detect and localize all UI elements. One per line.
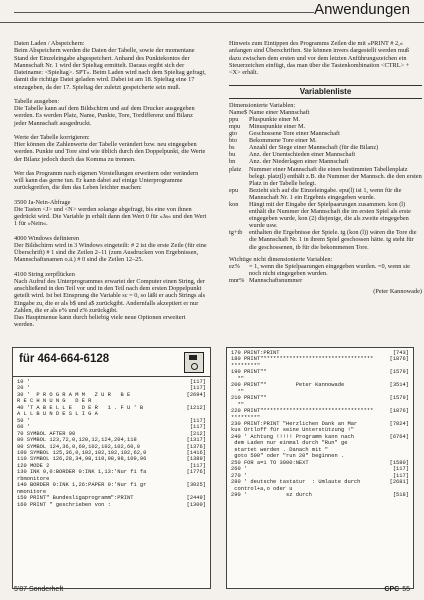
- code-text: 50 ': [17, 417, 30, 424]
- listing-code-2: [227, 348, 413, 500]
- checksum: [117]: [189, 417, 206, 424]
- checksum: [2449]: [186, 495, 206, 502]
- code-text: 180 PRINT"**********************************: [231, 356, 374, 363]
- code-text: ********": [231, 362, 261, 369]
- dim-heading: Dimensionierte Variablen:: [229, 101, 296, 109]
- variable-desc: Anz. der Niederlagen einer Mannschaft: [249, 158, 349, 166]
- left-column: [14, 40, 207, 336]
- program-listing-1: [12, 347, 211, 589]
- variable-name: tg+tb: [229, 229, 243, 237]
- variable-row: [229, 137, 422, 144]
- variablenliste-heading: Variablenliste: [229, 85, 422, 98]
- variable-row: [229, 144, 422, 151]
- para-4000: Der Bildschirm wird in 3 Windows eingeteilt: # 2 ist die erste Zeile (für eine Überschrift) # 1 sind die Zeilen 2–11 (zum Ausdrucken von Ergebnissen, Mannschaftsnamen o.ä.) # 0 sind die Zeilen 12–25.: [14, 241, 207, 264]
- code-text: control+a,o oder u: [231, 485, 293, 492]
- code-text: 10 ': [17, 379, 30, 385]
- variable-row: [229, 229, 422, 250]
- code-text: *": [231, 388, 244, 395]
- checksum: [117]: [189, 385, 206, 392]
- variable-row: [229, 263, 422, 277]
- checksum: [1376]: [186, 443, 206, 450]
- code-text: 260 ': [231, 466, 248, 473]
- code-text: 30 ' P R O G R A M M Z U R B E: [17, 391, 131, 398]
- heading-4100: 4100 String zerpflücken: [14, 270, 75, 278]
- code-text: 190 PRINT"*: [231, 369, 267, 376]
- variable-row: [229, 201, 422, 229]
- footer-issue: 5'87 Sonderheft: [14, 586, 64, 593]
- code-text: 160 PRINT " geschrieben von :: [17, 501, 111, 508]
- variable-desc: Name einer Mannschaft: [249, 108, 310, 116]
- checksum: [117]: [189, 462, 206, 469]
- heading-3500: 3500 Ja-Nein-Abfrage: [14, 198, 71, 206]
- checksum: [1580]: [389, 459, 409, 466]
- variable-row: [229, 116, 422, 123]
- section-title: Anwendungen: [314, 1, 410, 18]
- code-text: 120 MODE 2: [17, 462, 50, 469]
- code-text: 60 ': [17, 424, 30, 431]
- variable-name: kon: [229, 200, 239, 208]
- para-laden: Beim Abspeichern werden die Daten der Tabelle, sowie der momentane Stand der Einzeleingabe abgespeichert. Anhand des Punktekontos der Mannschaft Nr. 1 wird der Spieltag ermittelt. Daraus ergibt sich der Dateiname: <Spieltag>. SPT«. Beim Laden wird nach dem Spieltag gefragt, damit die richtige Datei geladen wird. Dabei ist am 18. Spieltag eine 17 einzugeben, da der 17. Spieltag der zuletzt gespeicherte sein muß.: [14, 47, 206, 91]
- code-text: 20 ': [17, 385, 30, 392]
- variable-desc: Mannschaftsnummer: [249, 277, 303, 285]
- checksum: [3025]: [186, 482, 206, 489]
- code-text: R E C H N U N G D E R: [17, 398, 92, 405]
- heading-tabelle: Tabelle ausgeben:: [14, 97, 60, 105]
- right-column: [229, 40, 422, 295]
- variable-desc: Bezieht sich auf die Einzeleingabe. epu(l) ist 1, wenn für die Mannschaft Nr. 1 ein Ergebnis eingegeben wurde.: [249, 186, 402, 201]
- listing-banner: [13, 348, 210, 377]
- variable-row: [229, 187, 422, 201]
- code-text: 290 ' sz durch: [231, 491, 312, 498]
- para-erweitern: Wer das Programm nach eigenen Vorstellungen erweitern oder verändern will kann das gerne tun. Er kann dabei auf einige Unterprogramme zurückgreifen, die ihm das Leben leichter machen:: [14, 169, 199, 192]
- variable-row: [229, 130, 422, 137]
- heading-korrigieren: Werte der Tabelle korrigieren:: [14, 133, 90, 141]
- code-text: startet werden . Danach mit ": [231, 446, 329, 453]
- page-header: [0, 0, 424, 23]
- code-text: 240 ' Achtung !!!!! Programm kann nach: [231, 433, 354, 440]
- checksum: [2681]: [389, 479, 409, 486]
- variable-row: [229, 109, 422, 116]
- para-hinweis: Hinweis zum Eintippen des Programms Zeilen die mit »PRINT # 2,« anfangen sind Überschriften. Sie können invers dargestellt werden muß dazu zwischen dem ersten und vor dem letzten Anführungszeichen ein Steuerzeichen einfügt, das man über die Tastenkombination <CTRL> + <X> erhält.: [229, 40, 410, 76]
- variable-desc: = 1, wenn die Spielpaarungen eingegeben wurden. =0, wenn sie noch nicht eingegeben wurden.: [249, 262, 410, 277]
- variable-desc: Geschossene Tore einer Mannschaft: [249, 130, 340, 138]
- checksum: [3514]: [389, 382, 409, 389]
- checksum: [1876]: [389, 408, 409, 415]
- variable-desc: Bekommene Tore einer M.: [249, 137, 317, 145]
- variable-desc: Anz. der Unentschieden einer Mannschaft: [249, 151, 356, 159]
- code-text: 210 PRINT"*: [231, 395, 267, 402]
- checksum: [1776]: [186, 469, 206, 476]
- variable-name: bto: [229, 137, 238, 145]
- code-text: 130 INK 0,0:BORDER 0:INK 1,13:'Nur fi fa: [17, 469, 147, 476]
- dim-var-table: [229, 109, 422, 251]
- variable-name: epu: [229, 186, 239, 194]
- checksum: [212]: [189, 430, 206, 437]
- variable-name: bu: [229, 151, 236, 159]
- code-text: nmonitore: [17, 488, 47, 495]
- checksum: [518]: [392, 491, 409, 498]
- variable-name: bs: [229, 144, 235, 152]
- code-text: 280 ' deutsche tastatur : Umlaute durch: [231, 479, 361, 486]
- code-text: 70 SYMBOL AFTER 90: [17, 430, 76, 437]
- code-text: 270 ': [231, 472, 248, 479]
- checksum: [1317]: [186, 437, 206, 444]
- code-text: goto 500" oder "run 20" beginnen .: [231, 453, 345, 460]
- variable-row: [229, 166, 422, 187]
- checksum: [117]: [189, 379, 206, 385]
- para-hauptmenue: Das Hauptmenue kann durch beliebig viele neue Optionen erweitert werden.: [14, 314, 186, 329]
- variable-desc: Nummer einer Mannschaft die einen bestimmten Tabellenplatz belegt. platz(l) enthält z.B. die Nummer der Mannsch. die den ersten Platz in der Tabelle belegt.: [249, 165, 422, 187]
- code-text: 150 PRINT" Bundesligaprogramm":PRINT: [17, 495, 134, 502]
- variable-row: [229, 151, 422, 158]
- code-text: *": [231, 401, 244, 408]
- code-text: 200 PRINT"* Peter Kannowade: [231, 382, 345, 389]
- variable-name: gto: [229, 130, 238, 138]
- listing-code-1: [13, 377, 210, 510]
- checksum: [2694]: [186, 391, 206, 398]
- checksum: [1579]: [389, 369, 409, 376]
- variable-row: [229, 158, 422, 165]
- heading-laden: Daten Laden / Abspeichern:: [14, 40, 85, 47]
- banner-text: für 464-664-6128: [19, 353, 110, 365]
- code-text: 220 PRINT"**********************************: [231, 408, 374, 415]
- variable-desc: enthalten die Ergebnisse der Spiele. tg (kon (l)) wären die Tore die die Mannschaft Nr. 1 in ihrem Spiel geschossen hätte. tg steht für die geschossenen, tb für die bekommenen Tore.: [249, 229, 417, 251]
- code-text: 250 FOR a=1 TO 3000:NEXT: [231, 459, 309, 466]
- checksum: [117]: [392, 466, 409, 473]
- checksum: [7824]: [389, 420, 409, 427]
- code-text: 90 SYMBOL 124,36,0,60,102,102,102,60,0: [17, 443, 140, 450]
- footer-brand: CPC: [384, 586, 400, 593]
- heading-4000: 4000 Windows definieren: [14, 234, 80, 242]
- code-text: 110 SYMBOL 126,28,34,98,110,98,98,109,96: [17, 456, 147, 463]
- variable-desc: Anzahl der Siege einer Mannschaft (für die Bilanz): [249, 144, 379, 152]
- program-listing-2: [226, 347, 414, 589]
- variable-name: ez%: [229, 262, 240, 270]
- footer-brand-page: [384, 586, 410, 593]
- code-text: 40 'T A B E L L E D E R 1 . F U ' B: [17, 404, 144, 411]
- variable-desc: Pluspunkte einer M.: [249, 115, 300, 123]
- checksum: [117]: [189, 424, 206, 431]
- checksum: [1579]: [389, 395, 409, 402]
- para-3500: Die Tasten <J> und <N> werden solange abgefragt, bis eine von ihnen gedrückt wird. Die Variable jn erhält dann den Wert 0 für »Ja« und den Wert 1 für »Nein«.: [14, 205, 207, 228]
- checksum: [1300]: [186, 501, 206, 508]
- code-text: A L L B U N D E S L I G A: [17, 411, 98, 418]
- nondim-heading: Wichtige nicht dimensionierte Variablen:: [229, 255, 333, 263]
- code-text: dem Laden nur einmal durch "Run" ge: [231, 440, 348, 447]
- nondim-var-table: [229, 263, 422, 284]
- code-text: 140 BORDER 0:INK 1,26:PAPER 0:'Nur fi gr: [17, 482, 147, 489]
- header-rule: [14, 12, 314, 13]
- variable-name: platz: [229, 165, 242, 173]
- variable-name: mnr%: [229, 277, 245, 285]
- checksum: [1416]: [186, 449, 206, 456]
- code-text: ********": [231, 414, 261, 421]
- code-text: *": [231, 375, 244, 382]
- code-text: kus Ortloff für seine Unterstützung !": [231, 427, 354, 434]
- para-4100: Nach Aufruf des Unterprogrammes erwartet der Computer einen String, der anschließend in den Teil vor und in den Teil nach dem ersten Doppelpunkt geteilt wird. Ist bei Einsprung die Variable sc = 0, so läßt er auch Strings als Eingabe zu, die er als b$ und a$ zurückgibt. Andernfalls akzeptiert er nur Zahlen, die er als e% und z% zurückgibt.: [14, 277, 206, 314]
- para-tabelle: Die Tabelle kann auf dem Bildschirm und auf dem Drucker ausgegeben werden. Es werden Platz, Name, Punkte, Tore, Tordifferenz und Bilanz jeder Mannschaft ausgedruckt.: [14, 105, 195, 127]
- checksum: [1212]: [186, 404, 206, 411]
- code-text: 230 PRINT:PRINT "Herzlichen Dank an Mar: [231, 420, 358, 427]
- checksum: [6764]: [389, 433, 409, 440]
- floppy-disk-icon: [184, 352, 204, 373]
- code-text: rbmonitore: [17, 475, 50, 482]
- para-korrigieren: Hier können die Zahlenwerte der Tabelle verändert bzw. neu eingegeben werden. Punkte und Tore sind wie üblich durch den Doppelpunkt, die Werte der Bilanz jedoch durch das Komma zu trennen.: [14, 141, 206, 163]
- author-credit: (Peter Kannowade): [373, 288, 422, 296]
- checksum: [743]: [392, 350, 409, 356]
- checksum: [1389]: [186, 456, 206, 463]
- footer-page-number: 55: [402, 586, 410, 593]
- variable-row: [229, 277, 422, 284]
- checksum: [1876]: [389, 356, 409, 363]
- variable-name: bn: [229, 158, 236, 166]
- checksum: [117]: [392, 472, 409, 479]
- variable-name: mpu: [229, 122, 241, 130]
- code-line: [17, 502, 206, 508]
- variable-name: ppu: [229, 115, 239, 123]
- code-text: 80 SYMBOL 123,72,0,120,12,124,204,118: [17, 437, 137, 444]
- code-text: 170 PRINT:PRINT: [231, 350, 280, 356]
- code-text: 100 SYMBOL 125,36,0,102,102,102,102,62,0: [17, 449, 147, 456]
- code-line: [231, 492, 409, 498]
- variable-name: Name$: [229, 108, 248, 116]
- variable-row: [229, 123, 422, 130]
- variable-desc: Minuspunkte einer M.: [249, 122, 306, 130]
- variable-desc: Hängt mit der Eingabe der Spielpaarungen zusammen. kon (l) enthält die Nummer der Mannschaft die im ersten Spiel als erste eingegeben wurde, kon (2) diejenige, die als zweite eingegeben wurde usw.: [249, 200, 411, 230]
